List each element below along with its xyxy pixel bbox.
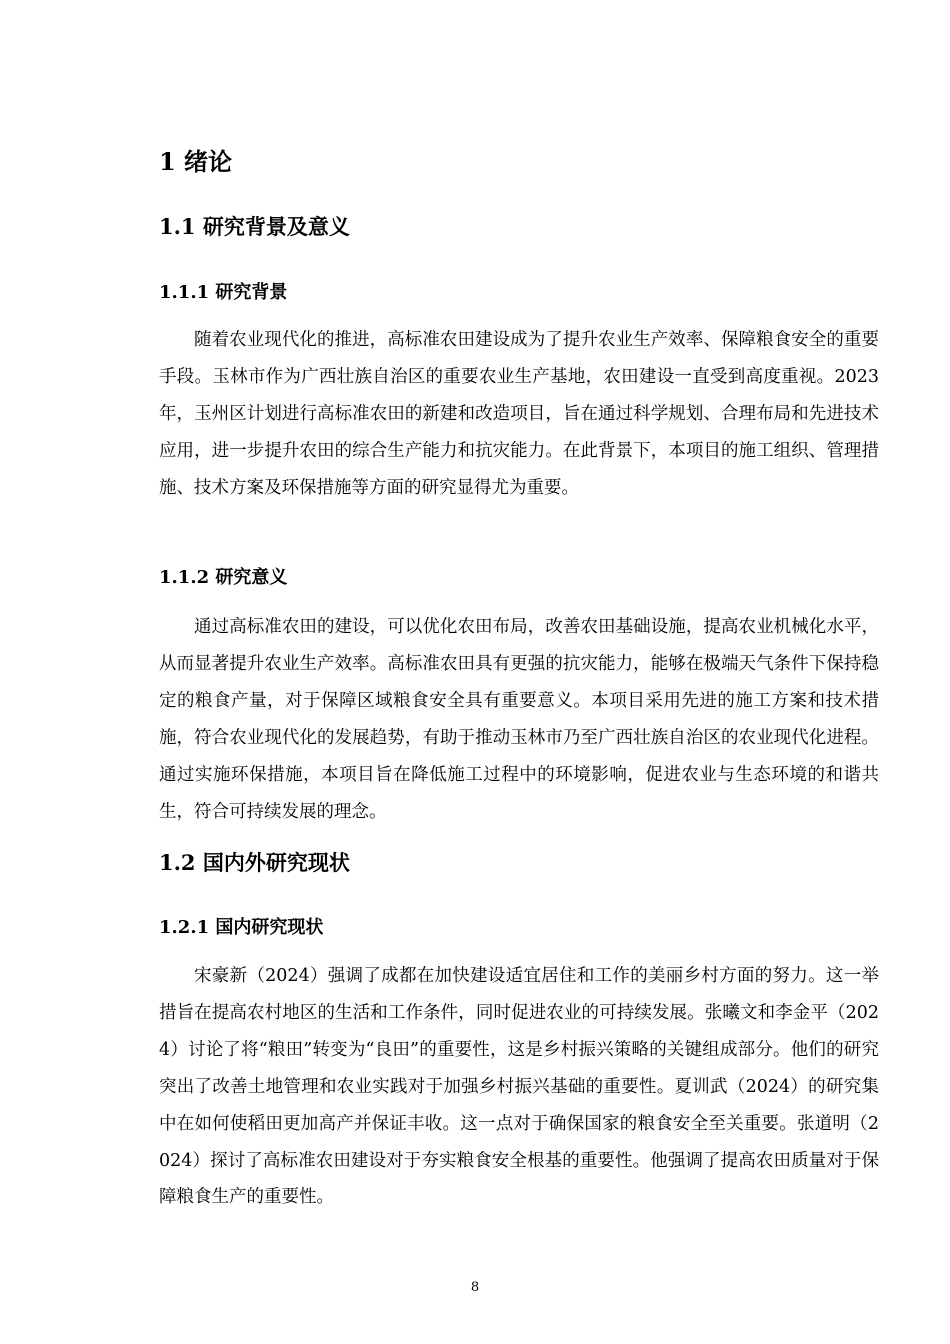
subsection-heading-1-2-1: 1.2.1 国内研究现状: [159, 917, 324, 938]
paragraph-research-significance: 通过高标准农田的建设，可以优化农田布局，改善农田基础设施，提高农业机械化水平，从而显著提升农业生产效率。高标准农田具有更强的抗灾能力，能够在极端天气条件下保持稳定的粮食产量，对于保障区域粮食安全具有重要意义。本项目采用先进的施工方案和技术措施，符合农业现代化的发展趋势，有助于推动玉林市乃至广西壮族自治区的农业现代化进程。通过实施环保措施，本项目旨在降低施工过程中的环境影响，促进农业与生态环境的和谐共生，符合可持续发展的理念。: [159, 617, 879, 822]
paragraph-domestic-research: 宋豪新（2024）强调了成都在加快建设适宜居住和工作的美丽乡村方面的努力。这一举措旨在提高农村地区的生活和工作条件，同时促进农业的可持续发展。张曦文和李金平（2024）讨论了将“粮田”转变为“良田”的重要性，这是乡村振兴策略的关键组成部分。他们的研究突出了改善土地管理和农业实践对于加强乡村振兴基础的重要性。夏训武（2024）的研究集中在如何使稻田更加高产并保证丰收。这一点对于确保国家的粮食安全至关重要。张道明（2024）探讨了高标准农田建设对于夯实粮食安全根基的重要性。他强调了提高农田质量对于保障粮食生产的重要性。: [159, 966, 879, 1208]
page-number: 8: [470, 1280, 480, 1295]
section-heading-1-2: 1.2 国内外研究现状: [159, 850, 350, 875]
chapter-title: 1 绪论: [159, 147, 233, 176]
subsection-heading-1-1-2: 1.1.2 研究意义: [159, 567, 288, 588]
paragraph-research-background: 随着农业现代化的推进，高标准农田建设成为了提升农业生产效率、保障粮食安全的重要手段。玉林市作为广西壮族自治区的重要农业生产基地，农田建设一直受到高度重视。2023 年，玉州区计划进行高标准农田的新建和改造项目，旨在通过科学规划、合理布局和先进技术应用，进一步提升农田的综合生产能力和抗灾能力。在此背景下，本项目的施工组织、管理措施、技术方案及环保措施等方面的研究显得尤为重要。: [159, 330, 879, 498]
section-heading-1-1: 1.1 研究背景及意义: [159, 214, 350, 239]
subsection-heading-1-1-1: 1.1.1 研究背景: [159, 282, 288, 303]
